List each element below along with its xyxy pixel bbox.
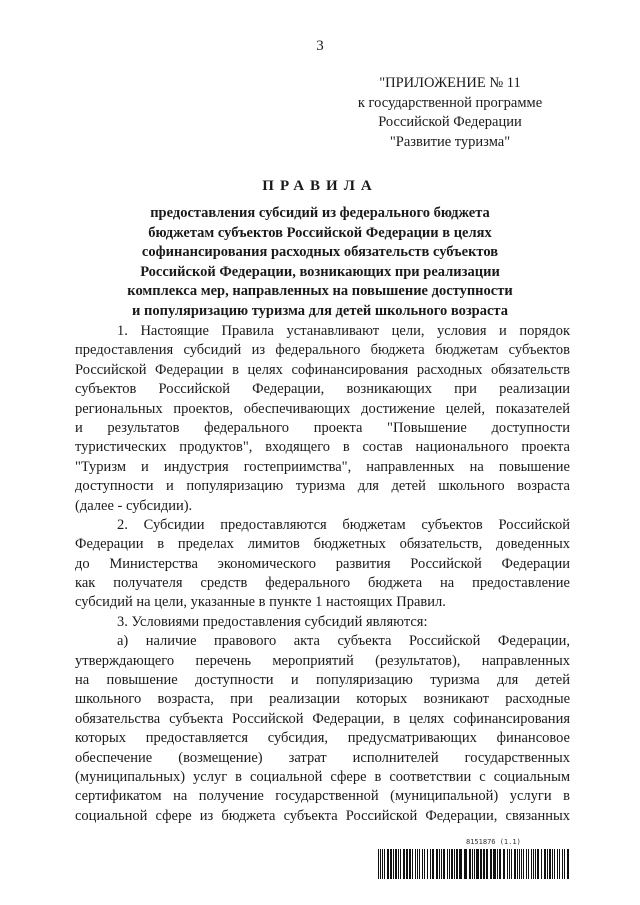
body-line: (далее - субсидии). <box>75 497 193 514</box>
body-line: а) наличие правового акта субъекта Российской Федерации, <box>117 633 570 650</box>
body-line: 1. Настоящие Правила устанавливают цели, условия и порядок <box>117 323 570 339</box>
body-line: туристических продуктов", входящего в состав национального проекта <box>75 439 570 456</box>
barcode-caption: 8151876 (1.1) <box>466 838 521 846</box>
barcode-icon <box>378 849 570 879</box>
body-line: субсидий на цели, указанные в пункте 1 настоящих Правил. <box>75 594 446 611</box>
document-body <box>75 322 570 826</box>
subtitle-line: Российской Федерации, возникающих при реализации <box>140 263 500 280</box>
body-line: обеспечение (возмещение) затрат исполнителей государственных <box>75 749 570 766</box>
body-line: 2. Субсидии предоставляются бюджетам субъектов Российской <box>117 516 570 533</box>
body-line: обязательства субъекта Российской Федерации, в целях софинансирования <box>75 710 570 727</box>
body-line: региональных проектов, обеспечивающих достижение целей, показателей <box>75 400 570 417</box>
document-barcode <box>378 838 570 886</box>
body-line: (муниципальных) услуг в социальной сфере в соответствии с социальным <box>75 768 570 785</box>
body-line: "Туризм и индустрия гостеприимства", направленных на повышение <box>75 458 570 475</box>
subtitle-line: бюджетам субъектов Российской Федерации в целях <box>148 224 492 241</box>
subtitle-line: комплекса мер, направленных на повышение доступности <box>127 283 513 299</box>
body-line: и результатов федерального проекта "Повышение доступности <box>75 419 570 436</box>
body-line: предоставления субсидий из федерального бюджета бюджетам субъектов <box>75 342 570 359</box>
body-line: как получателя средств федерального бюджета на предоставление <box>75 575 570 592</box>
document-subtitle <box>60 204 580 321</box>
body-line: доступности и популяризацию туризма для детей школьного возраста <box>75 478 570 495</box>
body-line: школьного возраста, при реализации которых возникают расходные <box>75 691 570 708</box>
subtitle-line: софинансирования расходных обязательств субъектов <box>141 244 499 260</box>
body-line: до Министерства экономического развития Российской Федерации <box>75 555 570 572</box>
body-line: субъектов Российской Федерации, возникающих при реализации <box>75 381 570 398</box>
body-line: утверждающего перечень мероприятий (результатов), направленных <box>75 652 570 669</box>
body-line: на повышение доступности и популяризацию туризма для детей <box>75 672 570 689</box>
body-line: 3. Условиями предоставления субсидий являются: <box>117 613 428 630</box>
body-line: Федерации в пределах лимитов бюджетных обязательств, доведенных <box>75 536 570 553</box>
appendix-line: к государственной программе <box>357 94 543 111</box>
appendix-line: Российской Федерации <box>378 114 522 130</box>
body-line: которых предоставляется субсидия, предусматривающих финансовое <box>75 730 570 747</box>
body-line: сертификатом на получение государственной (муниципальной) услуги в <box>75 788 570 805</box>
subtitle-line: предоставления субсидий из федерального бюджета <box>150 205 490 221</box>
appendix-line: "Развитие туризма" <box>389 133 511 150</box>
appendix-line: "ПРИЛОЖЕНИЕ № 11 <box>379 75 521 91</box>
body-line: социальной сфере из бюджета субъекта Российской Федерации, связанных <box>75 807 570 824</box>
subtitle-line: и популяризацию туризма для детей школьного возраста <box>132 302 508 319</box>
body-line: Российской Федерации в целях софинансирования расходных обязательств <box>75 361 570 378</box>
page-number: 3 <box>316 38 324 54</box>
appendix-header <box>345 74 555 152</box>
document-title: ПРАВИЛА <box>262 178 378 194</box>
